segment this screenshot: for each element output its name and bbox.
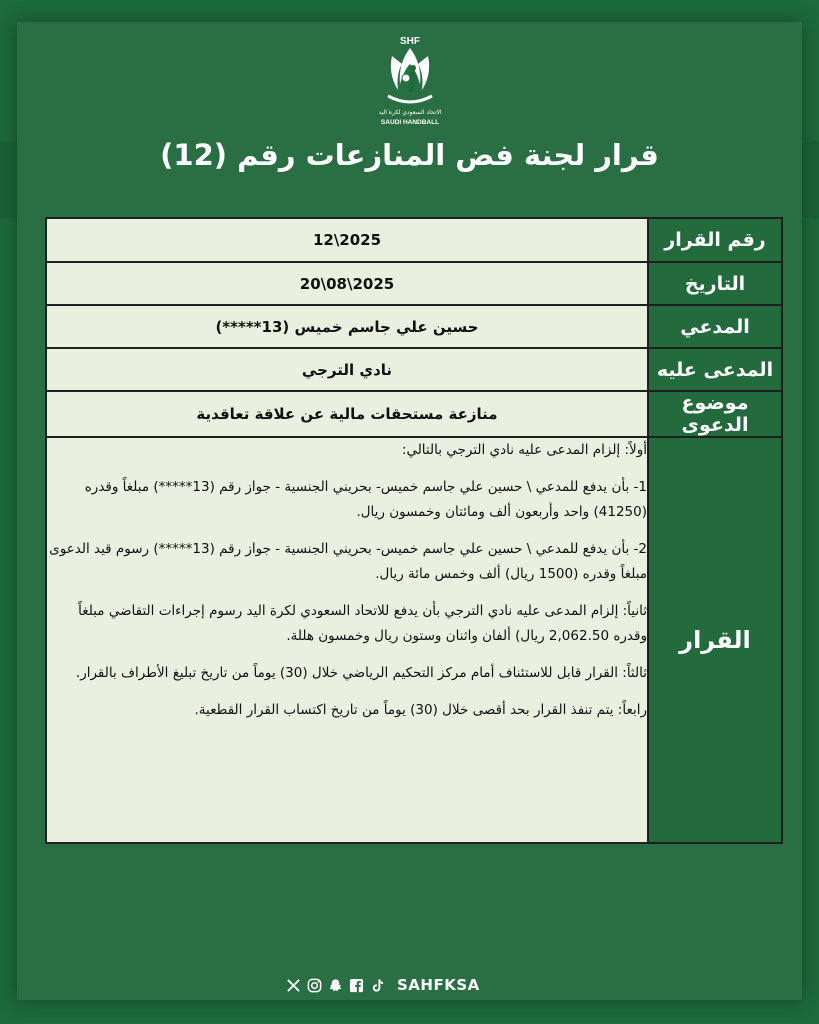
row-label: رقم القرار [648,218,782,262]
decision-paragraph: رابعاً: يتم تنفذ القرار بحد أقصى خلال (30) يوماً من تاريخ اكتساب القرار القطعية. [194,702,647,718]
row-value: 2025\12 [46,218,648,262]
decision-row [46,437,782,843]
row-label: التاريخ [648,262,782,305]
svg-text:SHF: SHF [400,36,420,47]
svg-text:SAUDI HANDBALL: SAUDI HANDBALL [380,119,440,126]
instagram-icon[interactable] [307,978,322,993]
table-row [46,305,782,348]
x-icon[interactable] [286,978,301,993]
decision-table [45,217,783,844]
decision-paragraph: 1- بأن يدفع للمدعي \ حسين علي جاسم خميس- بحريني الجنسية - جواز رقم (13*****) مبلغاً وقدره (41250) واحد وأربعون ألف ومائتان وخمسون ريال. [84,479,647,520]
tiktok-icon[interactable] [370,978,385,993]
row-label: موضوع الدعوى [648,391,782,437]
social-footer [286,973,480,997]
decision-paragraph: ثانياً: إلزام المدعى عليه نادي الترجي بأن يدفع للاتحاد السعودي لكرة اليد رسوم إجراءات التقاضي مبلغاً وقدره 2,062.50 ريال) ألفان واثنان وستون ريال وخمسون هللة. [78,603,647,644]
decision-paragraph: 2- بأن يدفع للمدعي \ حسين علي جاسم خميس- بحريني الجنسية - جواز رقم (13*****) رسوم قيد الدعوى مبلغاً وقدره (1500 ريال) ألف وخمس مائة ريال. [49,541,647,582]
row-value: 2025\08\20 [46,262,648,305]
table-row [46,262,782,305]
snapchat-icon[interactable] [328,978,343,993]
decision-paragraph: ثالثاً: القرار قابل للاستئناف أمام مركز التحكيم الرياضي خلال (30) يوماً من تاريخ تبليغ الأطراف بالقرار. [75,665,647,681]
table-row [46,348,782,391]
svg-text:الاتحاد السعودي لكرة اليد: الاتحاد السعودي لكرة اليد [378,109,442,116]
decision-label: القرار [648,437,782,843]
page-title: قرار لجنة فض المنازعات رقم (12) [160,138,659,172]
social-handle[interactable]: SAHFKSA [397,976,480,994]
facebook-icon[interactable] [349,978,364,993]
row-value: نادي الترجي [46,348,648,391]
table-row [46,218,782,262]
decision-paragraph: أولاً: إلزام المدعى عليه نادي الترجي بالتالي: [401,442,647,458]
row-value: حسين علي جاسم خميس (13*****) [46,305,648,348]
saudi-handball-logo [378,34,442,126]
decision-body [46,437,648,843]
table-row [46,391,782,437]
row-label: المدعي [648,305,782,348]
row-label: المدعى عليه [648,348,782,391]
row-value: منازعة مستحقات مالية عن علاقة تعاقدية [46,391,648,437]
